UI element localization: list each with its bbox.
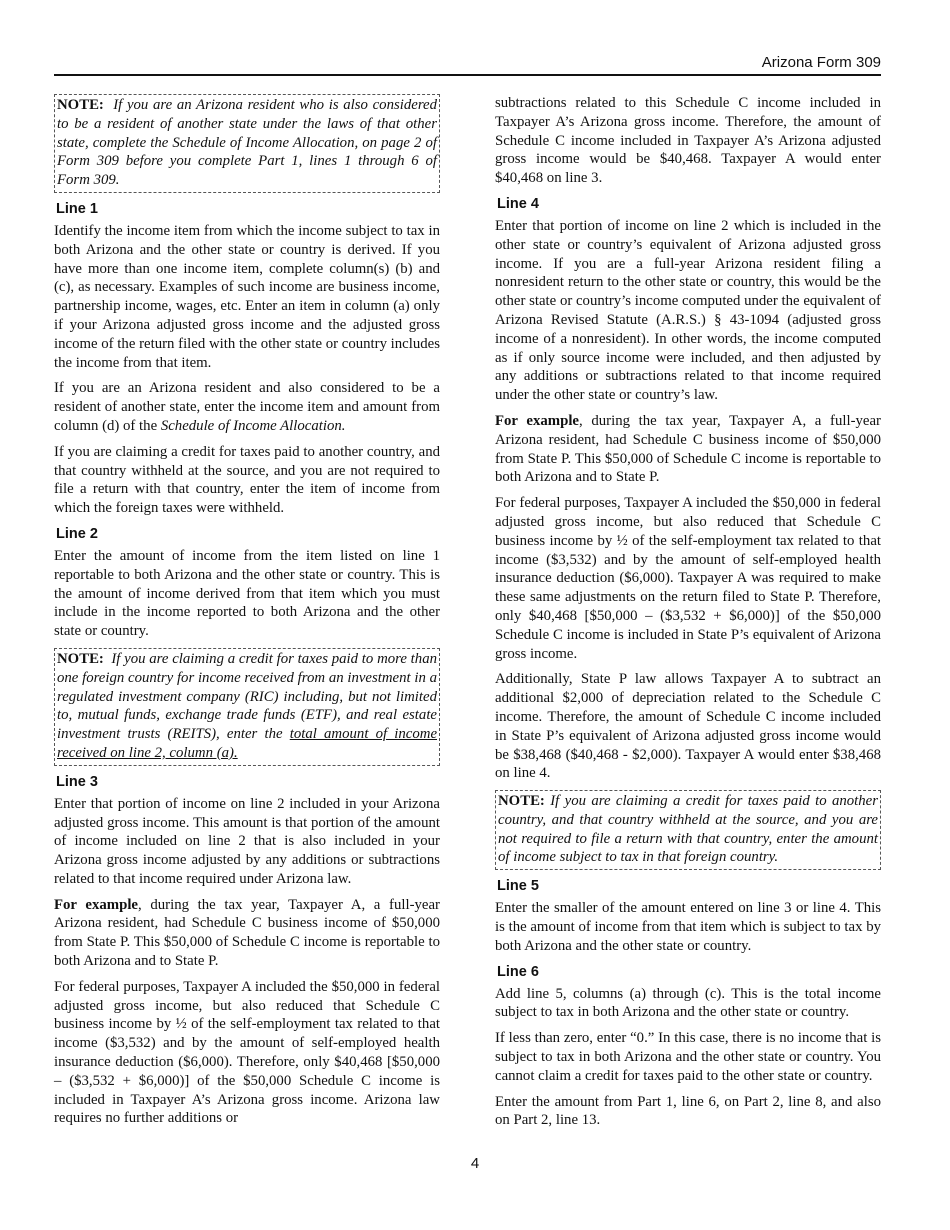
note-foreign-withheld (495, 790, 881, 870)
line-1-resident-paragraph (54, 379, 440, 435)
line-1-heading: Line 1 (56, 200, 98, 217)
line-3-example-paragraph (54, 896, 440, 971)
left-column (54, 94, 440, 1135)
note-text: If you are claiming a credit for taxes paid to more than one foreign country for income received from an investment in a regulated investment company (RIC) including, but not limited to, mutual funds, exchange trade funds (ETF), and real estate investment trusts (REITS), enter the (57, 650, 437, 743)
line-1-foreign-paragraph: If you are claiming a credit for taxes paid to another country, and that country withheld at the source, and you are not required to file a return with that country, enter the item of income from which the foreign taxes were withheld. (54, 443, 440, 517)
note-foreign-ric (54, 648, 440, 766)
example-label: For example (54, 896, 138, 913)
note-label: NOTE: (498, 793, 545, 810)
line-6-zero-paragraph: If less than zero, enter “0.” In this case, there is no income that is subject to tax in both Arizona and the other state or country. You cannot claim a credit for taxes paid to the other state or country. (495, 1030, 881, 1084)
line-4-federal-paragraph: For federal purposes, Taxpayer A included the $50,000 in federal adjusted gross income, but also reduced that Schedule C business income by ½ of the self-employment tax related to that income ($3,532) and by the amount of self-employed health insurance deduction ($6,000). Taxpayer A was required to make these same adjustments on the return filed to State P. Therefore, only $40,468 [$50,000 – ($3,532 + $6,000)] of the $50,000 Schedule C income is included in State P’s equivalent of Arizona gross income. (495, 495, 881, 662)
line-1-resident-text: If you are an Arizona resident and also considered to be a resident of another state, enter the income item and amount from column (d) of the (54, 380, 440, 434)
note-resident-other-state (54, 94, 440, 193)
example-label: For example (495, 412, 579, 429)
line-5-paragraph: Enter the smaller of the amount entered on line 3 or line 4. This is the amount of income from that item which is subject to tax by both Arizona and the other state or country. (495, 900, 881, 954)
example-text: , during the tax year, Taxpayer A, a full-year Arizona resident, had Schedule C business income of $50,000 from State P. This $50,000 of Schedule C income is reportable to both Arizona and to State P. (495, 412, 881, 486)
form-title: Arizona Form 309 (761, 54, 881, 71)
note-underlined-text: total amount of income received on line 2, column (a). (57, 726, 438, 761)
note-label: NOTE: (57, 650, 104, 667)
page-number: 4 (470, 1155, 480, 1172)
line-4-heading: Line 4 (497, 195, 539, 212)
header-rule (54, 74, 881, 76)
line-2-paragraph: Enter the amount of income from the item listed on line 1 reportable to both Arizona and the other state or country. This is the amount of income derived from that item which you must include in the income reported to both Arizona and the other state or country. (54, 547, 440, 640)
line-4-example-paragraph (495, 412, 881, 487)
schedule-reference: Schedule of Income Allocation. (160, 417, 346, 434)
line-5-heading: Line 5 (497, 878, 539, 895)
line-1-paragraph: Identify the income item from which the income subject to tax in both Arizona and the other state or country is derived. If you have more than one income item, complete column(s) (b) and (c), as necessary. Examples of such income are business income, partnership income, wages, etc. Enter an item in column (a) only if your Arizona adjusted gross income and the adjusted gross income of the return filed with the other state or country includes the income from that item. (54, 222, 440, 371)
line-3-paragraph: Enter that portion of income on line 2 included in your Arizona adjusted gross income. This amount is that portion of the amount of income included on line 2 that is also included in your Arizona gross income adjusted by any additions or subtractions related to that income required under Arizona law. (54, 795, 440, 887)
line-3-continued-paragraph: subtractions related to this Schedule C income included in Taxpayer A’s Arizona gross income. Therefore, the amount of Schedule C income included in Taxpayer A’s Arizona adjusted gross income would be $40,468. Taxpayer A would enter $40,468 on line 3. (495, 95, 881, 187)
note-label: NOTE: (57, 97, 104, 113)
line-4-additional-paragraph: Additionally, State P law allows Taxpayer A to subtract an additional $2,000 of depreciation related to the Schedule C income. Therefore, the amount of Schedule C income included in State P’s equivalent of Arizona adjusted gross income would be $38,468 ($40,468 - $2,000). Taxpayer A would enter $38,468 on line 4. (495, 671, 881, 782)
note-text: If you are claiming a credit for taxes paid to another country, and that country withheld at the source, and you are not required to file a return with that country, enter the amount of income subject to tax in that foreign country. (498, 793, 879, 866)
line-3-heading: Line 3 (56, 773, 98, 790)
example-text: , during the tax year, Taxpayer A, a full-year Arizona resident, had Schedule C business income of $50,000 from State P. This $50,000 of Schedule C income is reportable to both Arizona and to State P. (54, 896, 440, 970)
note-text: If you are an Arizona resident who is also considered to be a resident of another state under the laws of that other state, complete the Schedule of Income Allocation, on page 2 of Form 309 before you complete Part 1, lines 1 through 6 of Form 309. (57, 97, 437, 189)
line-6-paragraph: Add line 5, columns (a) through (c). This is the total income subject to tax in both Arizona and the other state or country. (495, 985, 881, 1021)
line-6-enter-paragraph: Enter the amount from Part 1, line 6, on Part 2, line 8, and also on Part 2, line 13. (495, 1093, 881, 1129)
line-2-heading: Line 2 (56, 525, 98, 542)
line-6-heading: Line 6 (497, 963, 539, 980)
line-3-federal-paragraph: For federal purposes, Taxpayer A included the $50,000 in federal adjusted gross income, but also reduced that Schedule C business income by ½ of the self-employment tax related to that income ($3,532) and by the amount of self-employed health insurance deduction ($6,000). Therefore, only $40,468 [$50,000 – ($3,532 + $6,000)] of the $50,000 Schedule C income is included in Taxpayer A’s Arizona gross income. Arizona law requires no further additions or (54, 978, 440, 1127)
right-column (495, 94, 881, 1137)
line-4-paragraph: Enter that portion of income on line 2 which is included in the other state or country’s equivalent of Arizona adjusted gross income. If you are a full-year Arizona resident filing a nonresident return to the other state or country, this would be the other state or country’s income computed under the equivalent of Arizona Revised Statute (A.R.S.) § 43-1094 (adjusted gross income of a nonresident). In other words, the income computed as if only source income were included, and then adjusted by any additions or subtractions related to that income required under the other state or country’s law. (495, 217, 881, 404)
